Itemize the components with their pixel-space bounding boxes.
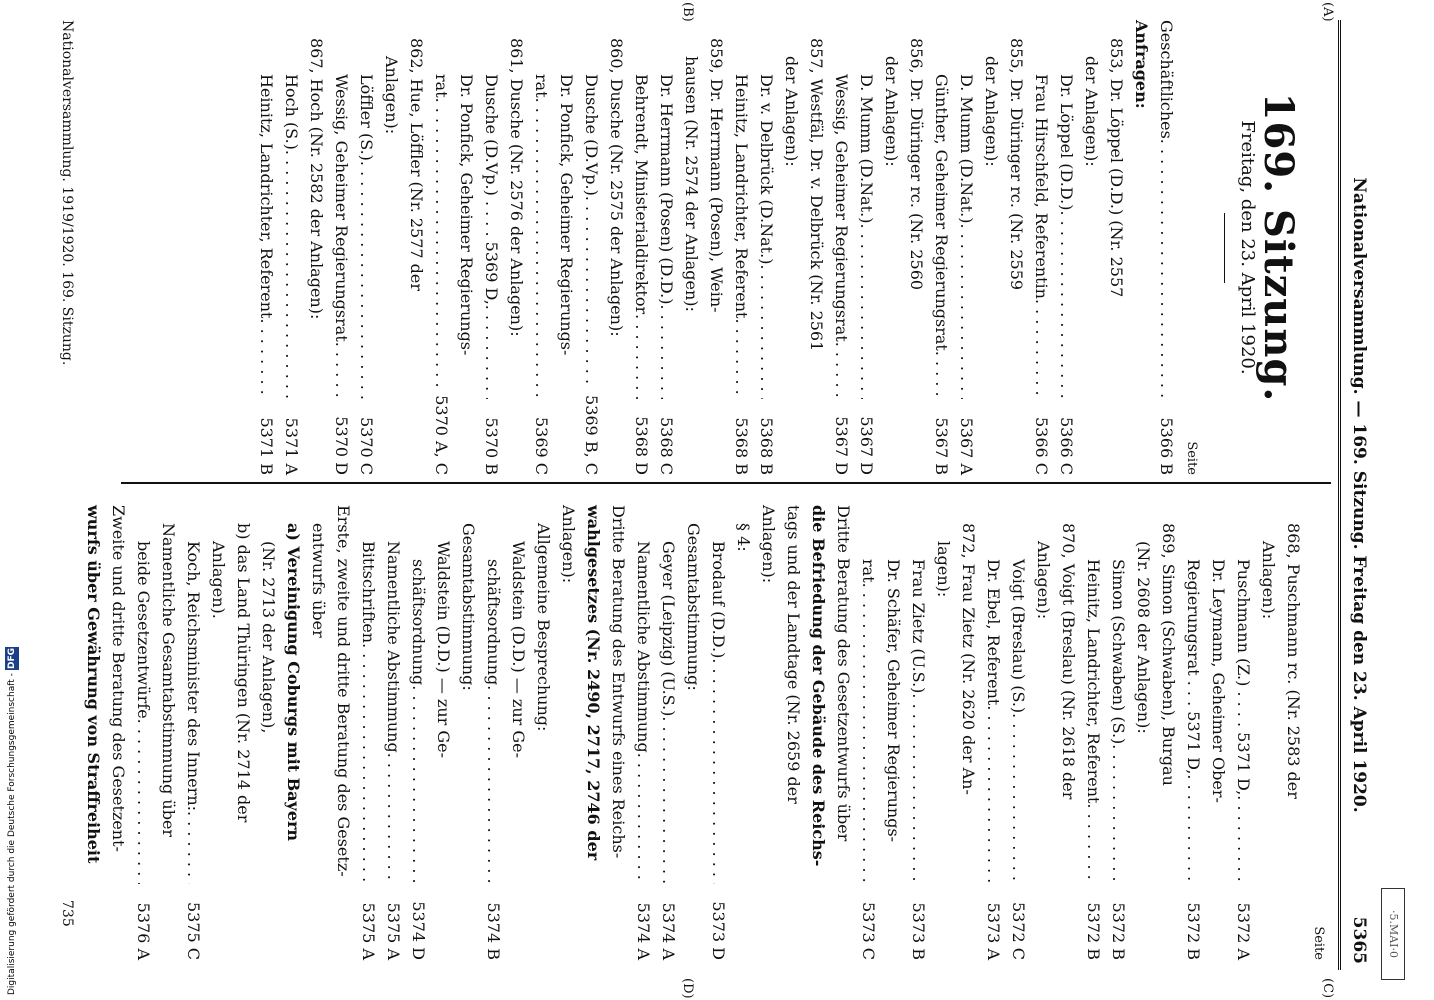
toc-entry xyxy=(931,505,956,960)
toc-entry-text: der Anlagen): xyxy=(982,56,1001,167)
toc-entry-text: § 4: xyxy=(734,523,753,552)
toc-entry xyxy=(756,505,781,960)
margin-marker-a: (A) xyxy=(1320,2,1335,22)
margin-marker-c: (C) xyxy=(1320,978,1335,999)
footer-right: 735 xyxy=(59,900,75,927)
toc-entry xyxy=(106,505,131,960)
toc-entry xyxy=(304,20,329,475)
toc-entry-text: Gesamtabstimmung: xyxy=(459,523,478,691)
toc-entry-page-ref: 5366 C xyxy=(1057,416,1076,475)
toc-entry xyxy=(181,505,206,960)
leader-dots xyxy=(729,318,754,399)
seite-label-left: Seite xyxy=(1184,441,1199,475)
toc-entry-text: 860, Dusche (Nr. 2575 der Anlagen): xyxy=(607,38,626,337)
toc-entry-page-ref: 5374 A xyxy=(634,902,653,960)
toc-entry xyxy=(431,505,456,960)
toc-entry-text: 872, Frau Zietz (Nr. 2620 der An- xyxy=(959,523,978,795)
toc-entry xyxy=(554,20,579,475)
toc-entry-text: 869, Simon (Schwaben), Burgau xyxy=(1159,523,1178,786)
toc-entry-page-ref: 5366 B xyxy=(1157,417,1176,475)
toc-entry-text: Simon (Schwaben) (S.) xyxy=(1109,559,1128,745)
running-header xyxy=(1338,20,1375,970)
toc-entry xyxy=(956,505,981,960)
toc-entry xyxy=(531,505,556,960)
toc-entry xyxy=(454,20,479,475)
toc-entry-page-ref: 5367 D xyxy=(832,416,851,475)
toc-entry-text: 862, Hue, Löffler (Nr. 2577 der xyxy=(407,38,426,292)
toc-entry-text: beide Gesetzentwürfe xyxy=(134,541,153,719)
toc-entry-text: der Anlagen): xyxy=(782,56,801,167)
toc-entry-text: schäftsordnung xyxy=(484,559,503,686)
toc-entry-page-ref: 5373 C xyxy=(859,901,878,960)
toc-entry-page-ref: 5368 B xyxy=(757,417,776,475)
toc-entry xyxy=(904,20,929,475)
toc-entry-text: (Nr. 2713 der Anlagen), xyxy=(259,541,278,734)
toc-entry-text: Frau Zietz (U.S.) xyxy=(909,559,928,694)
toc-entry-page-ref: 5369 B, C xyxy=(582,395,601,475)
leader-dots xyxy=(406,685,431,884)
toc-entry xyxy=(254,20,279,475)
toc-entry xyxy=(231,505,256,960)
toc-entry xyxy=(1281,505,1306,960)
toc-entry-text: Anlagen). xyxy=(209,541,228,619)
toc-entry-text: Dr. Ponfick, Geheimer Regierungs- xyxy=(457,74,476,356)
toc-entry-text: 853, Dr. Löppel (D.D.) (Nr. 2557 xyxy=(1107,38,1126,298)
leader-dots xyxy=(429,98,454,390)
leader-dots xyxy=(481,685,506,884)
toc-entry-text: Dritte Beratung des Entwurfs eines Reichs- xyxy=(609,505,628,859)
toc-entry-text: wahlgesetzes (Nr. 2490, 2717, 2746 der xyxy=(584,505,603,861)
toc-entry-text: 868, Puschmann rc. (Nr. 2583 der xyxy=(1284,523,1303,799)
toc-entry-text: Anlagen): xyxy=(382,56,401,135)
toc-entry-text: Dr. Ebel, Referent xyxy=(984,559,1003,706)
toc-entry-text: 859, Dr. Herrmann (Posen), Wein- xyxy=(707,38,726,313)
toc-entry xyxy=(381,505,406,960)
toc-entry-text: Dr. Ponfick, Geheimer Regierungs- xyxy=(557,74,576,356)
toc-entry xyxy=(1079,20,1104,475)
toc-entry-text: Dr. Herrmann (Posen) (D.D.) xyxy=(657,74,676,305)
toc-entry xyxy=(1131,505,1156,960)
toc-entry xyxy=(429,20,454,475)
toc-entry xyxy=(704,20,729,475)
toc-entry xyxy=(379,20,404,475)
leader-dots xyxy=(1106,744,1131,884)
leader-dots xyxy=(181,811,206,884)
toc-entry-text: Wessig, Geheimer Regierungsrat xyxy=(832,74,851,342)
toc-entry xyxy=(479,20,504,475)
toc-entry-page-ref: 5375 A xyxy=(384,902,403,960)
toc-entry-text: Anlagen): xyxy=(559,505,578,584)
toc-entry xyxy=(1029,20,1054,475)
toc-entry-text: Heinitz, Landrichter, Referent xyxy=(1084,559,1103,804)
toc-entry xyxy=(206,505,231,960)
session-date: Freitag, den 23. April 1920. xyxy=(1237,120,1258,375)
toc-entry-text: Voigt (Breslau) (S.) xyxy=(1009,559,1028,714)
toc-entry-text: rat xyxy=(432,74,451,98)
toc-entry-page-ref: 5366 C xyxy=(1032,416,1051,475)
right-column xyxy=(81,505,1331,960)
toc-entry xyxy=(854,20,879,475)
toc-entry-page-ref: 5371 B xyxy=(257,417,276,475)
toc-entry xyxy=(604,20,629,475)
leader-dots xyxy=(854,223,879,399)
toc-entry-text: schäftsordnung xyxy=(409,559,428,686)
leader-dots xyxy=(856,583,881,884)
toc-entry-page-ref: 5373 D xyxy=(709,901,728,960)
toc-entry-text: wurfs über Gewährung von Straffreiheit xyxy=(84,505,103,864)
toc-entry-text: Bittschriften xyxy=(359,541,378,644)
toc-entry-text: Löffler (S.) xyxy=(357,74,376,161)
toc-entry xyxy=(654,20,679,475)
toc-entry xyxy=(1054,20,1079,475)
toc-entry xyxy=(729,20,754,475)
leader-dots xyxy=(981,705,1006,884)
toc-entry-page-ref: 5374 A xyxy=(659,902,678,960)
toc-entry-text: Gesamtabstimmung: xyxy=(684,523,703,691)
toc-entry-text: Brodauf (D.D.) xyxy=(709,541,728,659)
toc-entry xyxy=(1004,20,1029,475)
toc-entry xyxy=(1156,505,1181,960)
toc-entry xyxy=(1129,20,1154,475)
leader-dots xyxy=(1231,795,1256,884)
toc-entry-text: entwurfs über xyxy=(309,523,328,638)
toc-entry xyxy=(1104,20,1129,475)
toc-entry-text: der Anlagen): xyxy=(1082,56,1101,167)
toc-entry-page-ref: 5372 B xyxy=(1084,902,1103,960)
toc-entry xyxy=(631,505,656,960)
toc-entry xyxy=(781,505,806,960)
toc-entry-text: Namentliche Gesamtabstimmung über xyxy=(159,523,178,838)
leader-dots xyxy=(529,98,554,399)
toc-entry-text: der Anlagen): xyxy=(882,56,901,167)
toc-entry xyxy=(556,505,581,960)
toc-entry-text: rat xyxy=(859,559,878,583)
dfg-notice-text: Digitalisierung gefördert durch die Deutsche Forschungsgemeinschaft - xyxy=(7,673,17,995)
toc-entry-page-ref: 5372 A xyxy=(1234,902,1253,960)
toc-entry xyxy=(806,505,831,960)
leader-dots xyxy=(354,161,379,399)
toc-entry xyxy=(804,20,829,475)
left-column xyxy=(254,20,1331,475)
leader-dots xyxy=(1029,299,1054,399)
leader-dots xyxy=(1181,774,1206,884)
toc-entry xyxy=(754,20,779,475)
toc-entry-page-ref: 5368 B xyxy=(732,417,751,475)
toc-entry xyxy=(629,20,654,475)
toc-entry-page-ref: 5375 A xyxy=(359,902,378,960)
toc-entry xyxy=(981,505,1006,960)
dfg-logo: DFG xyxy=(7,648,17,670)
toc-entry-page-ref: 5375 C xyxy=(184,901,203,960)
toc-entry-page-ref: 5373 B xyxy=(909,902,928,960)
toc-entry-text: Namentliche Abstimmung xyxy=(634,541,653,753)
toc-entry-text: Dusche (D.Vp.) . . . . 5369 D, xyxy=(482,74,501,305)
toc-entry xyxy=(131,505,156,960)
toc-entry-page-ref: 5367 B xyxy=(932,417,951,475)
toc-entry-text: Wessig, Geheimer Regierungsrat xyxy=(332,74,351,342)
toc-entry-text: Erste, zweite und dritte Beratung des Gesetz- xyxy=(334,505,353,877)
toc-entry xyxy=(831,505,856,960)
toc-entry xyxy=(1181,505,1206,960)
toc-entry-text: Dritte Beratung des Gesetzentwurfs über xyxy=(834,505,853,842)
toc-entry-text: Dusche (D.Vp.) xyxy=(582,74,601,196)
toc-entry-page-ref: 5372 B xyxy=(1109,902,1128,960)
toc-entry-text: 867, Hoch (Nr. 2582 der Anlagen): xyxy=(307,38,326,320)
toc-entry xyxy=(1256,505,1281,960)
toc-entry-text: hausen (Nr. 2574 der Anlagen): xyxy=(682,56,701,312)
toc-entry xyxy=(856,505,881,960)
toc-entry-text: Puschmann (Z.) . . . . 5371 D, xyxy=(1234,559,1253,796)
dfg-notice xyxy=(5,600,19,995)
toc-entry-text: Heinitz, Landrichter, Referent xyxy=(257,74,276,319)
toc-entry-text: a) Vereinigung Coburgs mit Bayern xyxy=(284,523,303,842)
toc-entry xyxy=(331,505,356,960)
leader-dots xyxy=(656,716,681,884)
toc-entry xyxy=(306,505,331,960)
toc-entry-page-ref: 5372 B xyxy=(1184,902,1203,960)
leader-dots xyxy=(754,264,779,399)
toc-entry-page-ref: 5367 D xyxy=(857,416,876,475)
toc-entry xyxy=(406,505,431,960)
toc-entry-text: Frau Hirschfeld, Referentin xyxy=(1032,74,1051,299)
toc-entry xyxy=(256,505,281,960)
toc-entry-page-ref: 5376 A xyxy=(134,902,153,960)
toc-entry xyxy=(954,20,979,475)
toc-entry-page-ref: 5368 C xyxy=(657,416,676,475)
toc-entry xyxy=(356,505,381,960)
toc-entry-text: Hoch (S.) xyxy=(282,74,301,150)
margin-marker-b: (B) xyxy=(680,2,695,22)
leader-dots xyxy=(381,753,406,884)
toc-entry-text: Heinitz, Landrichter, Referent xyxy=(732,74,751,319)
toc-entry-text: 857, Westfäl, Dr. v. Delbrück (Nr. 2561 xyxy=(807,38,826,352)
toc-entry-text: D. Mumm (D.Nat.) xyxy=(857,74,876,224)
toc-entry xyxy=(929,20,954,475)
toc-entry xyxy=(606,505,631,960)
toc-entry-page-ref: 5370 D xyxy=(332,416,351,475)
toc-entry-text: Geschäftliches xyxy=(1157,20,1176,139)
toc-entry xyxy=(456,505,481,960)
toc-entry xyxy=(656,505,681,960)
toc-entry xyxy=(404,20,429,475)
toc-entry xyxy=(579,20,604,475)
toc-entry-page-ref: 5368 D xyxy=(632,416,651,475)
toc-entry-text: lagen): xyxy=(934,541,953,598)
column-divider xyxy=(121,482,1331,484)
toc-entry xyxy=(529,20,554,475)
leader-dots xyxy=(254,318,279,399)
toc-entry xyxy=(329,20,354,475)
toc-entry xyxy=(1206,505,1231,960)
leader-dots xyxy=(1154,139,1179,399)
toc-entry xyxy=(706,505,731,960)
toc-entry-text: D. Mumm (D.Nat.) xyxy=(957,74,976,224)
toc-entry-text: 855, Dr. Düringer rc. (Nr. 2559 xyxy=(1007,38,1026,291)
toc-entry-page-ref: 5372 C xyxy=(1009,901,1028,960)
toc-entry xyxy=(281,505,306,960)
leader-dots xyxy=(329,342,354,399)
toc-entry-text: Günther, Geheimer Regierungsrat xyxy=(932,74,951,351)
toc-entry-text: Namentliche Abstimmung xyxy=(384,541,403,753)
toc-entry xyxy=(1006,505,1031,960)
leader-dots xyxy=(1081,803,1106,884)
toc-entry-page-ref: 5370 B xyxy=(482,417,501,475)
toc-entry xyxy=(1231,505,1256,960)
page-number: 5365 xyxy=(1349,916,1369,964)
toc-entry xyxy=(1056,505,1081,960)
toc-entry-text: rat xyxy=(532,74,551,98)
toc-entry-text: Dr. Schäfer, Geheimer Regierungs- xyxy=(884,559,903,843)
toc-entry-text: die Befriedung der Gebäude des Reichs- xyxy=(809,505,828,867)
leader-dots xyxy=(829,342,854,399)
toc-entry-text: Anlagen): xyxy=(759,505,778,584)
leader-dots xyxy=(279,150,304,399)
toc-entry-text: Anlagen): xyxy=(1034,541,1053,620)
title-rule xyxy=(1224,213,1225,283)
toc-entry-text: Anlagen): xyxy=(1259,541,1278,620)
toc-entry xyxy=(906,505,931,960)
toc-entry-text: Behrendt, Ministerialdirektor xyxy=(632,74,651,315)
toc-entry-page-ref: 5370 A, C xyxy=(432,395,451,475)
toc-entry-page-ref: 5370 C xyxy=(357,416,376,475)
toc-entry-text: Dr. Leymann, Geheimer Ober- xyxy=(1209,559,1228,803)
toc-entry-text: b) das Land Thüringen (Nr. 2714 der xyxy=(234,523,253,823)
leader-dots xyxy=(1054,210,1079,399)
seite-label-right: Seite xyxy=(1311,926,1326,960)
toc-entry-text: Waldstein (D.D.) — zur Ge- xyxy=(434,541,453,759)
toc-entry xyxy=(504,20,529,475)
toc-entry-text: 870, Voigt (Breslau) (Nr. 2618 der xyxy=(1059,523,1078,800)
toc-entry xyxy=(881,505,906,960)
toc-entry-text: tags und der Landtage (Nr. 2659 der xyxy=(784,505,803,804)
leader-dots xyxy=(356,643,381,884)
toc-entry xyxy=(731,505,756,960)
toc-entry xyxy=(581,505,606,960)
toc-entry xyxy=(506,505,531,960)
toc-entry xyxy=(679,20,704,475)
leader-dots xyxy=(706,658,731,884)
session-title: 169. Sitzung. xyxy=(1255,92,1302,403)
toc-entry xyxy=(681,505,706,960)
toc-entry-page-ref: 5367 A xyxy=(957,417,976,475)
toc-entry-text: Regierungsrat . . . 5371 D, xyxy=(1184,559,1203,775)
leader-dots xyxy=(654,305,679,400)
toc-entry xyxy=(354,20,379,475)
toc-entry xyxy=(1106,505,1131,960)
toc-entry-text: Koch, Reichsminister des Innern: xyxy=(184,541,203,812)
toc-entry-text: 856, Dr. Düringer rc. (Nr. 2560 xyxy=(907,38,926,291)
toc-entry-page-ref: 5373 A xyxy=(984,902,1003,960)
toc-entry xyxy=(81,505,106,960)
toc-entry-text: Zweite und dritte Beratung des Gesetzent- xyxy=(109,505,128,852)
leader-dots xyxy=(631,753,656,884)
toc-entry-text: Anfragen: xyxy=(1132,20,1151,109)
leader-dots xyxy=(579,196,604,389)
leader-dots xyxy=(906,693,931,884)
toc-entry xyxy=(879,20,904,475)
leader-dots xyxy=(929,351,954,399)
toc-entry xyxy=(481,505,506,960)
toc-entry-text: Dr. Löppel (D.D.) xyxy=(1057,74,1076,211)
toc-entry xyxy=(279,20,304,475)
margin-marker-d: (D) xyxy=(680,978,695,999)
toc-entry-text: (Nr. 2608 der Anlagen): xyxy=(1134,541,1153,734)
toc-entry xyxy=(1031,505,1056,960)
left-entries xyxy=(254,20,1179,475)
toc-entry-text: 861, Dusche (Nr. 2576 der Anlagen): xyxy=(507,38,526,337)
toc-entry-page-ref: 5369 C xyxy=(532,416,551,475)
toc-entry xyxy=(779,20,804,475)
leader-dots xyxy=(629,314,654,399)
footer-left: Nationalversammlung. 1919/1920. 169. Sitzung. xyxy=(59,20,75,366)
leader-dots xyxy=(131,719,156,884)
toc-entry xyxy=(829,20,854,475)
archive-stamp: ·5.MAI·0 xyxy=(1381,888,1405,980)
header-title: Nationalversammlung. — 169. Sitzung. Freitag den 23. April 1920. xyxy=(1349,177,1369,813)
toc-entry xyxy=(156,505,181,960)
leader-dots xyxy=(479,305,504,399)
toc-entry xyxy=(979,20,1004,475)
toc-entry-text: Allgemeine Besprechung: xyxy=(534,523,553,732)
toc-entry-text: Waldstein (D.D.) — zur Ge- xyxy=(509,541,528,759)
toc-entry-page-ref: 5371 A xyxy=(282,417,301,475)
toc-entry-text: Geyer (Leipzig) (U.S.) xyxy=(659,541,678,717)
toc-entry-text: Dr. v. Delbrück (D.Nat.) xyxy=(757,74,776,265)
toc-entry xyxy=(1154,20,1179,475)
leader-dots xyxy=(954,223,979,399)
leader-dots xyxy=(1006,713,1031,884)
toc-entry-page-ref: 5374 D xyxy=(409,901,428,960)
toc-entry-page-ref: 5374 B xyxy=(484,902,503,960)
toc-entry xyxy=(1081,505,1106,960)
right-entries xyxy=(81,505,1306,960)
